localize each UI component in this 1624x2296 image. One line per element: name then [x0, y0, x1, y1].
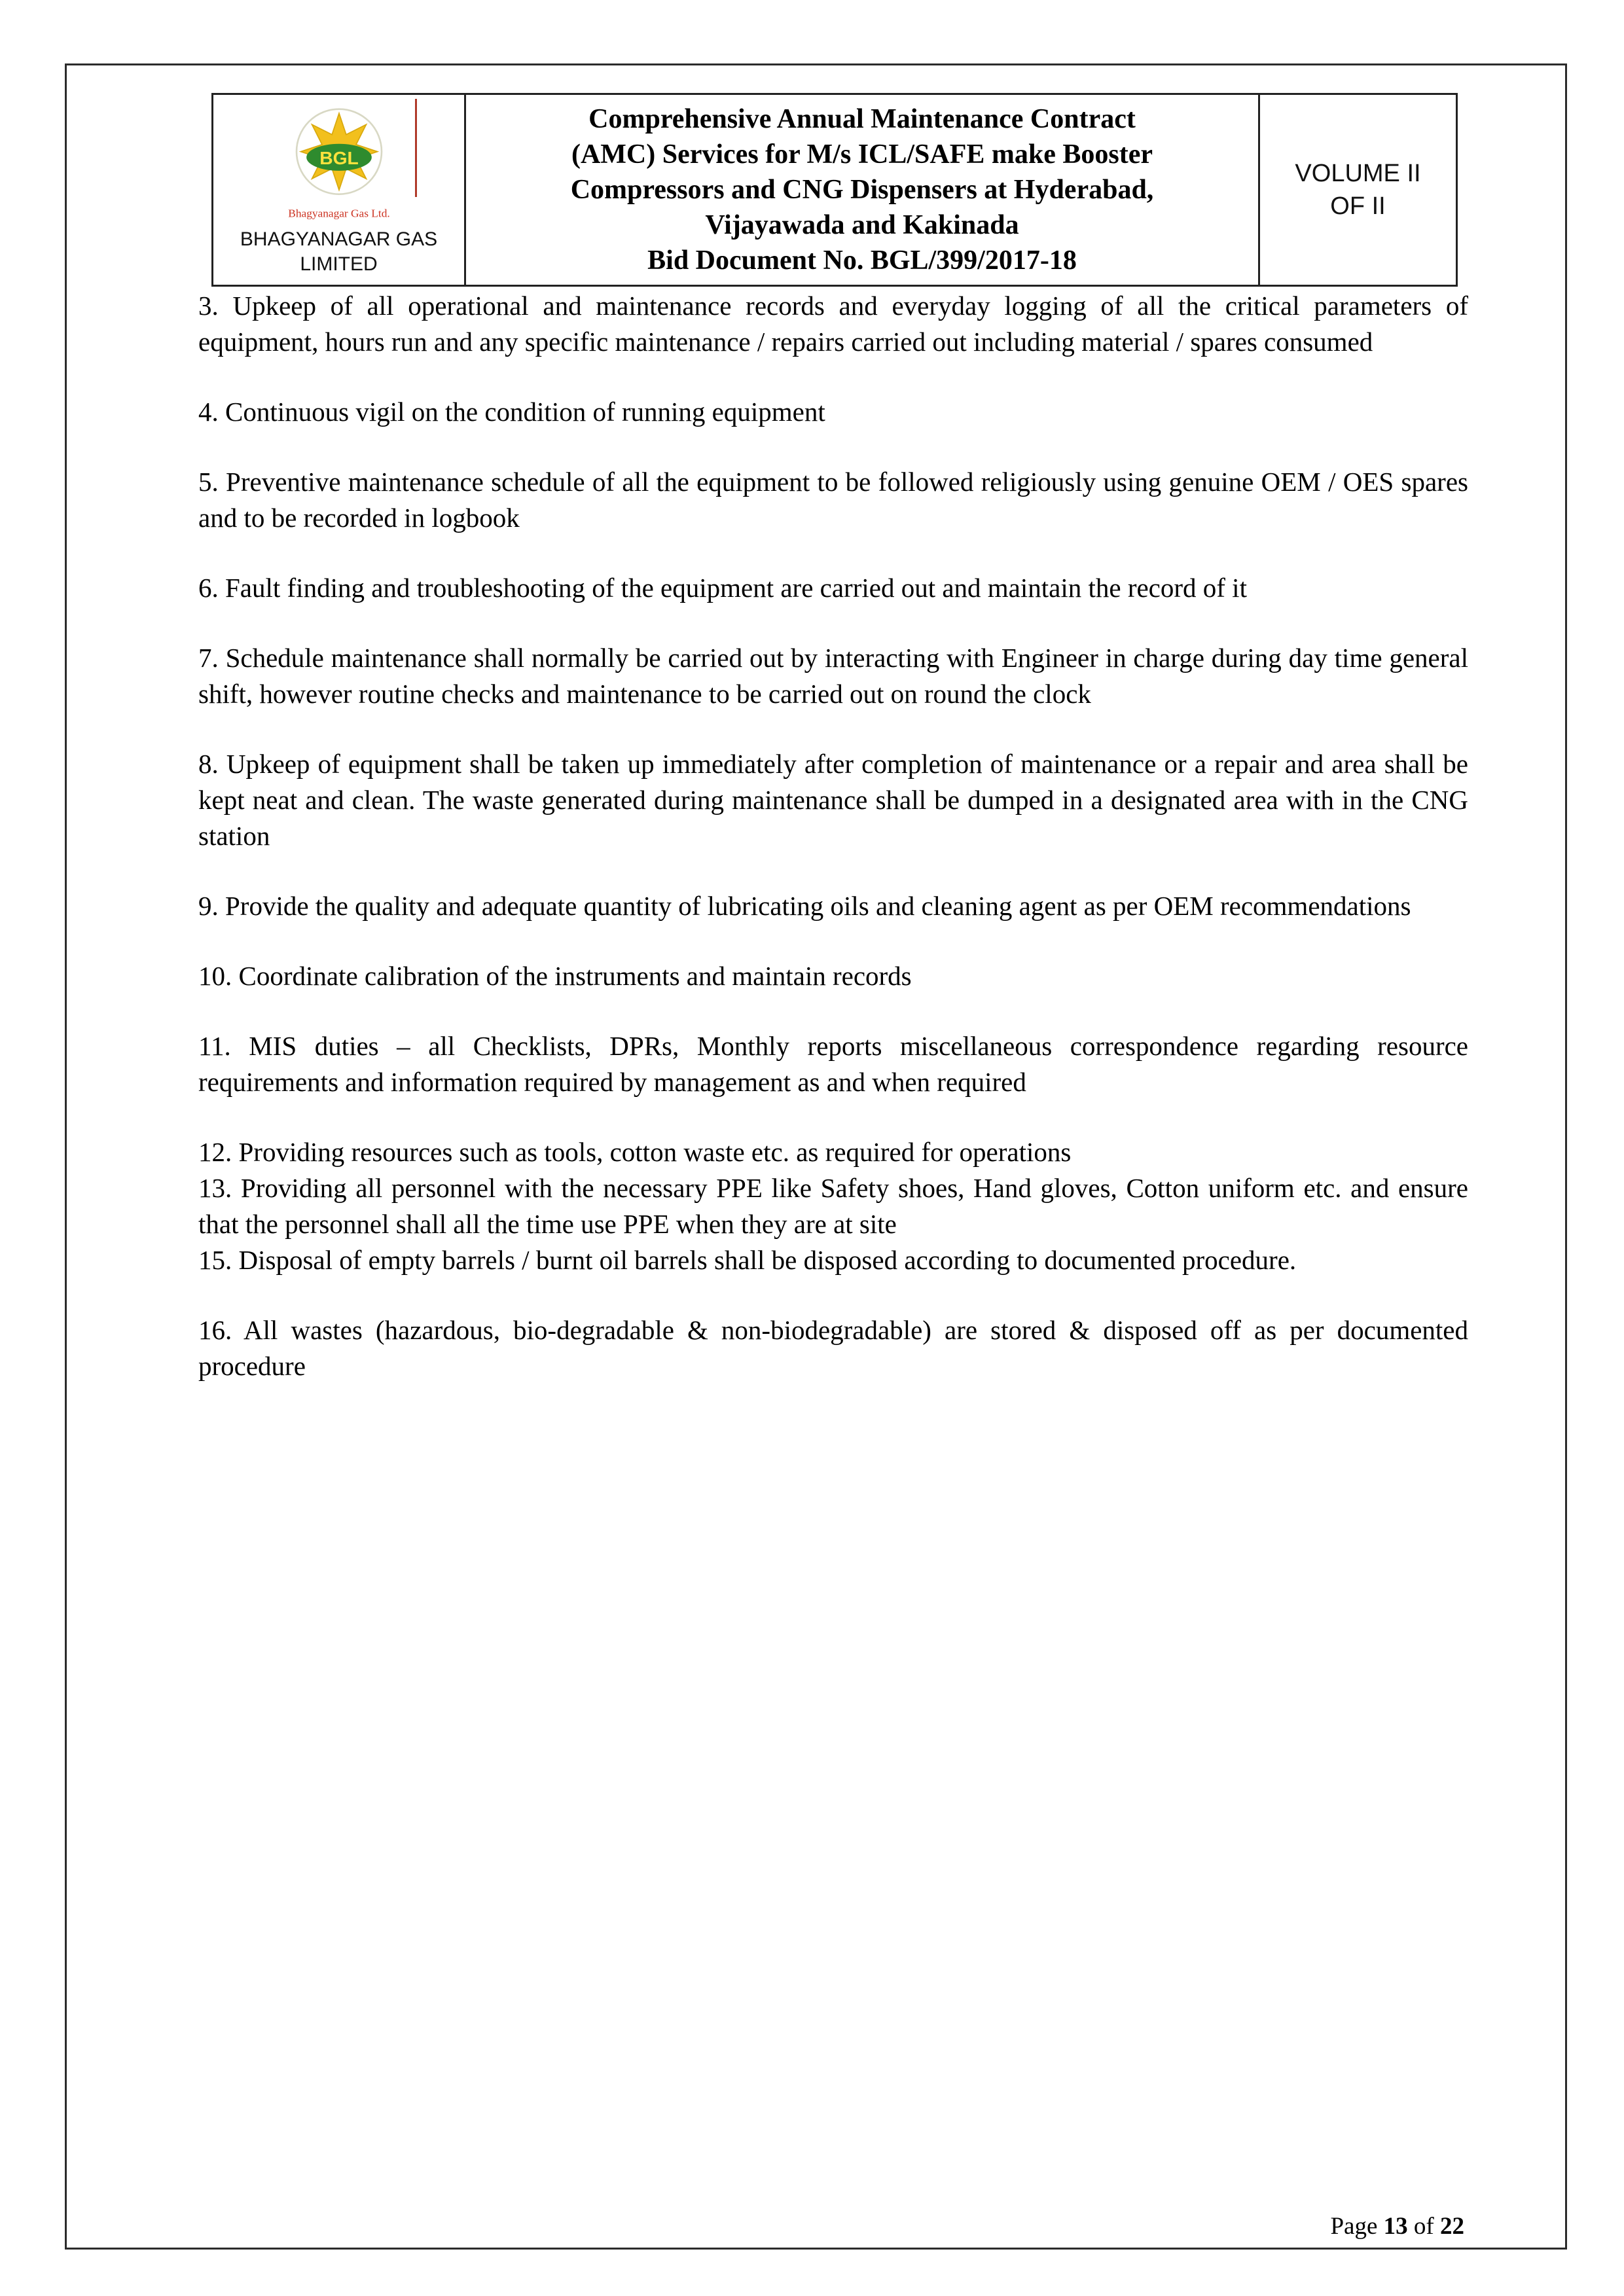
- clause-paragraph: 13. Providing all personnel with the necessary PPE like Safety shoes, Hand gloves, Cotton uniform etc. and ensure that the personnel shall all the time use PPE when they are at site: [198, 1173, 1468, 1239]
- company-name-line2: LIMITED: [300, 253, 378, 275]
- of-label: of: [1413, 2213, 1434, 2240]
- company-name-line1: BHAGYANAGAR GAS: [240, 228, 438, 250]
- clause-paragraph: 15. Disposal of empty barrels / burnt oil barrels shall be disposed according to documented procedure.: [198, 1245, 1297, 1275]
- clause-paragraph: 10. Coordinate calibration of the instruments and maintain records: [198, 961, 912, 991]
- clause-list: [198, 288, 1468, 1384]
- page-label: Page: [1330, 2213, 1378, 2240]
- volume-cell: [1259, 94, 1457, 286]
- clause-paragraph: 12. Providing resources such as tools, cotton waste etc. as required for operations: [198, 1137, 1072, 1167]
- clause-paragraph: 5. Preventive maintenance schedule of all the equipment to be followed religiously using genuine OEM / OES spares and to be recorded in logbook: [198, 467, 1468, 533]
- logo-divider: [415, 99, 417, 197]
- clause-paragraph: 6. Fault finding and troubleshooting of the equipment are carried out and maintain the record of it: [198, 573, 1247, 603]
- clause-paragraph: 7. Schedule maintenance shall normally be carried out by interacting with Engineer in charge during day time general shift, however routine checks and maintenance to be carried out on round the clock: [198, 643, 1468, 709]
- document-header: [211, 93, 1458, 287]
- clause-paragraph: 11. MIS duties – all Checklists, DPRs, Monthly reports miscellaneous correspondence regarding resource requirements and information required by management as and when required: [198, 1031, 1468, 1097]
- company-name: [216, 227, 461, 277]
- total-pages: 22: [1440, 2213, 1464, 2240]
- clause-paragraph: 9. Provide the quality and adequate quantity of lubricating oils and cleaning agent as per OEM recommendations: [198, 891, 1411, 921]
- page-border: [65, 63, 1567, 2250]
- clause-paragraph: 3. Upkeep of all operational and maintenance records and everyday logging of all the critical parameters of equipment, hours run and any specific maintenance / repairs carried out including material / spares consumed: [198, 291, 1468, 357]
- clause-paragraph: 8. Upkeep of equipment shall be taken up immediately after completion of maintenance or a repair and area shall be kept neat and clean. The waste generated during maintenance shall be dumped in a designated area with in the CNG station: [198, 749, 1468, 851]
- logo-acronym: BGL: [319, 147, 359, 168]
- page-footer: [1330, 2212, 1464, 2241]
- clause-paragraph: 4. Continuous vigil on the condition of running equipment: [198, 397, 825, 427]
- document-title: [475, 101, 1249, 243]
- volume-label-line1: VOLUME II: [1295, 160, 1421, 187]
- clause-paragraph: 16. All wastes (hazardous, bio-degradable & non-biodegradable) are stored & disposed off as per documented procedure: [198, 1315, 1468, 1381]
- title-line: Vijayawada and Kakinada: [705, 210, 1019, 240]
- title-line: Compressors and CNG Dispensers at Hyderabad,: [570, 175, 1154, 205]
- logo-company-script: Bhagyanagar Gas Ltd.: [287, 206, 390, 219]
- volume-label-line2: OF II: [1330, 192, 1386, 220]
- bid-document-number: Bid Document No. BGL/399/2017-18: [647, 245, 1077, 276]
- title-cell: [465, 94, 1259, 286]
- title-line: (AMC) Services for M/s ICL/SAFE make Booster: [571, 139, 1153, 170]
- logo-cell: [213, 94, 465, 286]
- page-number: 13: [1383, 2213, 1408, 2240]
- title-line: Comprehensive Annual Maintenance Contract: [588, 104, 1136, 134]
- bgl-logo-icon: [254, 103, 424, 223]
